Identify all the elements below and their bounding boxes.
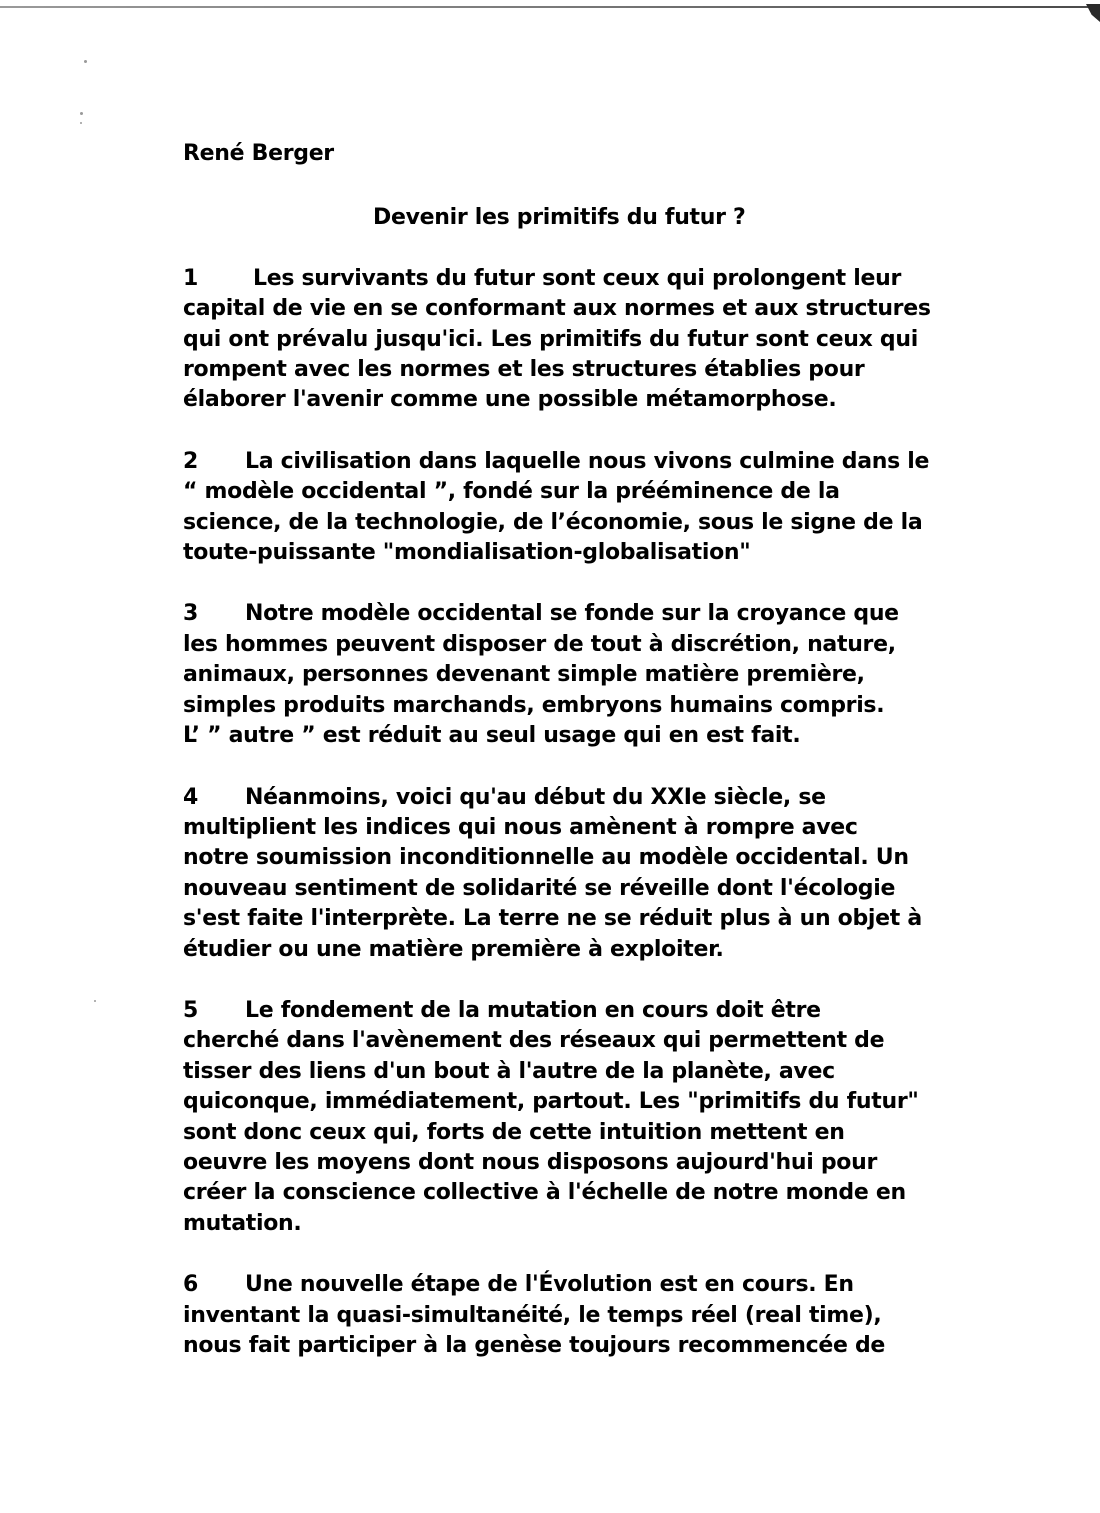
scan-speck	[84, 60, 87, 63]
paragraph-line	[183, 447, 983, 477]
document-body	[183, 139, 983, 1361]
paragraph-line: élaborer l'avenir comme une possible métamorphose.	[183, 387, 837, 413]
paragraph-text: Notre modèle occidental se fonde sur la croyance que	[245, 601, 899, 627]
paragraph-number: 3	[183, 601, 199, 627]
paragraph-line: s'est faite l'interprète. La terre ne se réduit plus à un objet à	[183, 906, 922, 932]
paragraph-text: La civilisation dans laquelle nous vivons culmine dans le	[245, 448, 930, 474]
paragraph-number: 1	[183, 265, 199, 291]
paragraph-text: Une nouvelle étape de l'Évolution est en cours. En	[245, 1272, 854, 1298]
paragraph-line	[183, 599, 983, 629]
paragraph-line: science, de la technologie, de l’économie, sous le signe de la	[183, 509, 923, 535]
paragraph-line: capital de vie en se conformant aux normes et aux structures	[183, 296, 931, 322]
paragraph-line: animaux, personnes devenant simple matière première,	[183, 662, 865, 688]
paragraph-5	[183, 996, 983, 1239]
paragraph-line: les hommes peuvent disposer de tout à discrétion, nature,	[183, 631, 896, 657]
paragraph-line: étudier ou une matière première à exploiter.	[183, 936, 724, 962]
paragraph-line: qui ont prévalu jusqu'ici. Les primitifs du futur sont ceux qui	[183, 326, 918, 352]
paragraph-2	[183, 447, 983, 569]
paragraph-line: toute-puissante "mondialisation-globalisation"	[183, 540, 751, 566]
paragraph-1	[183, 264, 983, 416]
paragraph-line: créer la conscience collective à l'échelle de notre monde en	[183, 1180, 906, 1206]
scan-speck	[80, 112, 83, 115]
paragraph-line: oeuvre les moyens dont nous disposons aujourd'hui pour	[183, 1149, 878, 1175]
paragraph-line	[183, 264, 983, 294]
paragraph-line	[183, 1270, 983, 1300]
paragraph-line: nouveau sentiment de solidarité se réveille dont l'écologie	[183, 875, 896, 901]
paragraph-line: simples produits marchands, embryons humains compris.	[183, 692, 885, 718]
paragraph-3	[183, 599, 983, 751]
paragraph-6	[183, 1270, 983, 1361]
document-title: Devenir les primitifs du futur ?	[373, 205, 746, 231]
paragraph-line: tisser des liens d'un bout à l'autre de la planète, avec	[183, 1058, 835, 1084]
paragraph-text: Néanmoins, voici qu'au début du XXIe siècle, se	[245, 784, 826, 810]
paragraph-number: 5	[183, 997, 199, 1023]
paragraph-number: 4	[183, 784, 199, 810]
scan-edge-top	[0, 6, 1100, 8]
paragraph-4	[183, 783, 983, 965]
paragraph-line: L’ ” autre ” est réduit au seul usage qui en est fait.	[183, 723, 801, 749]
paragraph-text: Le fondement de la mutation en cours doit être	[245, 997, 821, 1023]
paragraph-line	[183, 783, 983, 813]
paragraph-number: 6	[183, 1272, 199, 1298]
scan-corner-mark	[1086, 4, 1100, 22]
scan-speck	[94, 1000, 96, 1002]
paragraph-line	[183, 996, 983, 1026]
paragraph-line: multiplient les indices qui nous amènent à rompre avec	[183, 814, 858, 840]
scan-speck	[80, 122, 82, 124]
paragraph-line: nous fait participer à la genèse toujours recommencée de	[183, 1333, 886, 1358]
paragraph-text: Les survivants du futur sont ceux qui prolongent leur	[253, 265, 902, 291]
paragraph-line: “ modèle occidental ”, fondé sur la prééminence de la	[183, 479, 840, 505]
paragraph-line: inventant la quasi-simultanéité, le temps réel (real time),	[183, 1302, 882, 1328]
paragraph-line: cherché dans l'avènement des réseaux qui permettent de	[183, 1028, 885, 1054]
paragraph-line: rompent avec les normes et les structures établies pour	[183, 357, 865, 383]
paragraph-line: notre soumission inconditionnelle au modèle occidental. Un	[183, 845, 909, 871]
paragraph-number: 2	[183, 448, 199, 474]
paragraph-line: mutation.	[183, 1210, 302, 1236]
author-name: René Berger	[183, 141, 334, 166]
paragraph-line: quiconque, immédiatement, partout. Les "primitifs du futur"	[183, 1089, 919, 1115]
paragraph-line: sont donc ceux qui, forts de cette intuition mettent en	[183, 1119, 845, 1145]
